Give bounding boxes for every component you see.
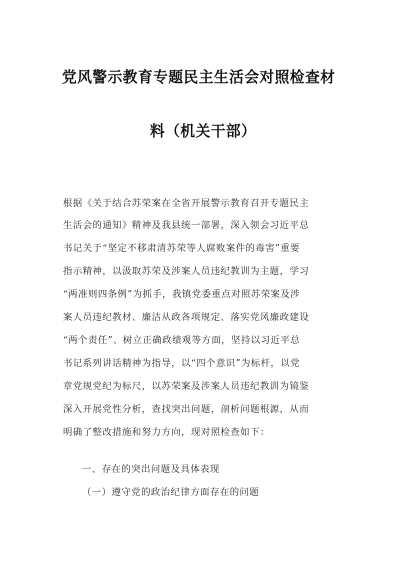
section-heading: 一、存在的突出问题及具体表现 — [82, 464, 220, 475]
paragraph-line: 根据《关于结合苏荣案在全省开展警示教育召开专题民主 — [63, 198, 310, 209]
subsection-heading: （一）遵守党的政治纪律方面存在的问题 — [82, 487, 260, 498]
paragraph-line: 书记系列讲话精神为指导，以“四个意识”为标杆，以党 — [63, 358, 301, 369]
paragraph-line: 案人员违纪教材、廉洁从政各项规定、落实党风廉政建设 — [63, 312, 310, 323]
paragraph-line: 指示精神，以汲取苏荣及涉案人员违纪教训为主题，学习 — [63, 266, 310, 277]
paragraph-line: 生活会的通知》精神及我县统一部署，深入领会习近平总 — [63, 220, 310, 231]
paragraph-line: 书记关于“坚定不移肃清苏荣等人腐败案件的毒害”重要 — [63, 243, 301, 254]
paragraph-line: “两准则四条例”为抓手，我镇党委重点对照苏荣案及涉 — [63, 289, 301, 300]
paragraph-line: 章党规党纪为标尺，以苏荣案及涉案人员违纪教训为镜鉴 — [63, 381, 310, 392]
document-title-line-2: 料（机关干部） — [150, 123, 257, 140]
document-title-line-1: 党风警示教育专题民主生活会对照检查材 — [62, 69, 336, 86]
paragraph-line: 深入开展党性分析，查找突出问题，剖析问题根源，从而 — [63, 404, 310, 415]
paragraph-line: 明确了整改措施和努力方向，现对照检查如下： — [63, 427, 270, 438]
paragraph-line: “两个责任”、树立正确政绩观等方面，坚持以习近平总 — [63, 335, 301, 346]
